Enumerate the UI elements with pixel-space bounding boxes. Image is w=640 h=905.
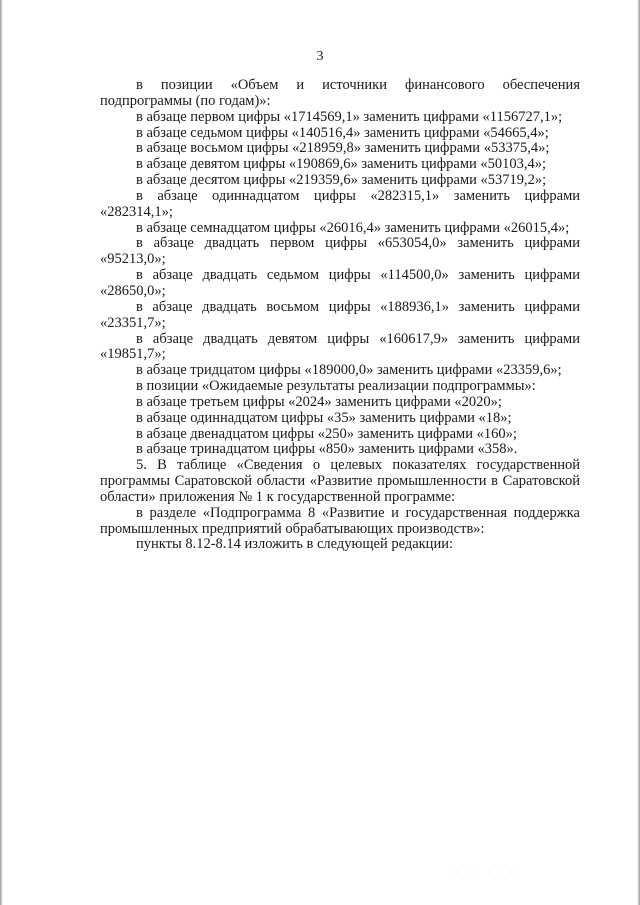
paragraph-amendment-10: в абзаце десятом цифры «219359,6» заменить цифрами «53719,2»; (136, 172, 547, 189)
paragraph-amendment-29: в абзаце двадцать девятом цифры «160617,9» заменить цифрами «19851,7»; (100, 330, 580, 363)
paragraph-amendment-17: в абзаце семнадцатом цифры «26016,4» заменить цифрами «26015,4»; (136, 219, 570, 236)
paragraph-amendment-7: в абзаце седьмом цифры «140516,4» заменить цифрами «54665,4»; (136, 124, 549, 141)
paragraph-amendment-28: в абзаце двадцать восьмом цифры «188936,1» заменить цифрами «23351,7»; (100, 298, 580, 331)
paragraph-item-5: 5. В таблице «Сведения о целевых показателях государственной программы Саратовской области «Развитие промышленности в Саратовской области» приложения № 1 к государственной программе: (100, 457, 580, 505)
paragraph-amendment-21: в абзаце двадцать первом цифры «653054,0» заменить цифрами «95213,0»; (100, 235, 580, 268)
page-number: 3 (316, 49, 324, 64)
scan-edge-left (0, 0, 3, 905)
paragraph-result-12: в абзаце двенадцатом цифры «250» заменить цифрами «160»; (136, 425, 517, 442)
paragraph-result-3: в абзаце третьем цифры «2024» заменить цифрами «2020»; (136, 393, 502, 410)
document-body (100, 78, 580, 553)
paragraph-result-13: в абзаце тринадцатом цифры «850» заменить цифрами «358». (136, 441, 518, 458)
paragraph-amendment-30: в абзаце тридцатом цифры «189000,0» заменить цифрами «23359,6»; (136, 362, 562, 379)
paragraph-result-11: в абзаце одиннадцатом цифры «35» заменить цифрами «18»; (136, 409, 512, 426)
paragraph-funding-position: в позиции «Объем и источники финансового обеспечения подпрограммы (по годам)»: (100, 77, 580, 109)
paragraph-section-8: в разделе «Подпрограмма 8 «Развитие и государственная поддержка промышленных предприятий обрабатывающих производств»: (100, 504, 580, 537)
paragraph-points-8-12-8-14: пункты 8.12-8.14 изложить в следующей редакции: (136, 536, 453, 553)
paragraph-amendment-8: в абзаце восьмом цифры «218959,8» заменить цифрами «53375,4»; (136, 140, 550, 157)
paragraph-amendment-27: в абзаце двадцать седьмом цифры «114500,0» заменить цифрами «28650,0»; (100, 267, 580, 299)
paragraph-results-position: в позиции «Ожидаемые результаты реализации подпрограммы»: (136, 378, 536, 395)
paragraph-amendment-9: в абзаце девятом цифры «190869,6» заменить цифрами «50103,4»; (136, 156, 547, 173)
paragraph-amendment-1: в абзаце первом цифры «1714569,1» заменить цифрами «1156727,1»; (136, 108, 563, 125)
paragraph-amendment-11: в абзаце одиннадцатом цифры «282315,1» заменить цифрами «282314,1»; (100, 187, 580, 220)
scan-specks: · · · · · · (455, 868, 516, 877)
